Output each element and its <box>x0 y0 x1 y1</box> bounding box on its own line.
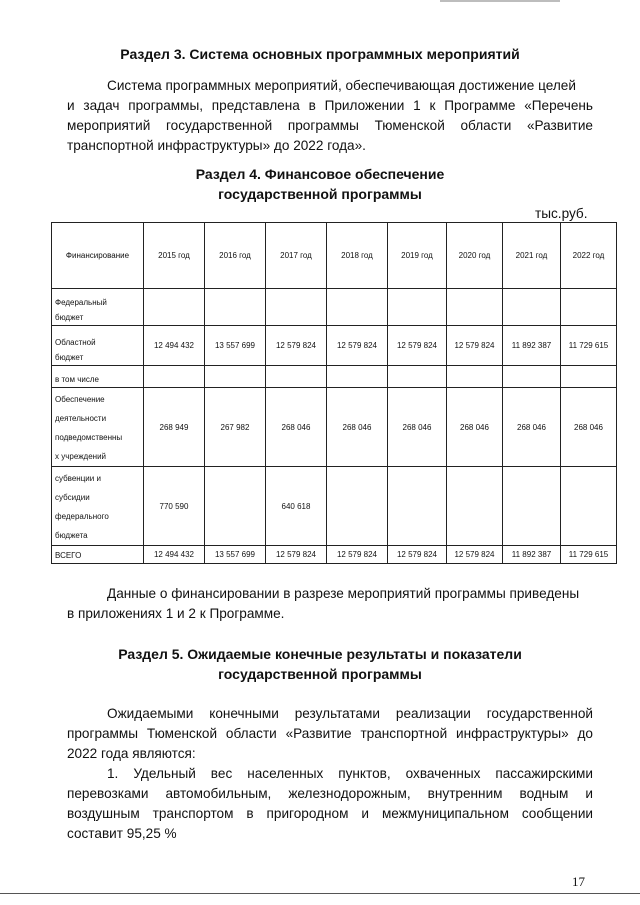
text-line: перевозками автомобильным, железнодорожным, внутренним водным и <box>67 786 593 801</box>
table-row <box>52 388 617 467</box>
table-cell: 267 982 <box>205 388 266 467</box>
row-label-line: бюджет <box>55 353 84 362</box>
table-cell: 640 618 <box>266 467 327 546</box>
table-cell <box>205 467 266 546</box>
text-line: и задач программы, представлена в Приложении 1 к Программе «Перечень <box>67 98 593 113</box>
table-header-row <box>52 223 617 289</box>
table-header-cell: 2015 год <box>144 223 205 289</box>
row-label <box>52 546 144 564</box>
table-cell <box>503 366 561 388</box>
section-5-heading-line2: государственной программы <box>218 666 422 682</box>
text-line: в приложениях 1 и 2 к Программе. <box>67 606 285 621</box>
table-cell <box>388 366 447 388</box>
table-cell: 268 046 <box>503 388 561 467</box>
table-cell: 770 590 <box>144 467 205 546</box>
table-cell <box>388 467 447 546</box>
row-label-line: федерального <box>55 512 109 521</box>
table-row <box>52 289 617 326</box>
row-label <box>52 467 144 546</box>
text-line: 1. Удельный вес населенных пунктов, охваченных пассажирскими <box>107 766 593 781</box>
table-cell <box>503 289 561 326</box>
row-label <box>52 388 144 467</box>
row-label-line: Обеспечение <box>55 395 105 404</box>
scan-artifact <box>440 0 560 2</box>
table-header-cell: 2018 год <box>327 223 388 289</box>
table-cell: 12 579 824 <box>266 546 327 564</box>
table-cell <box>266 289 327 326</box>
table-row <box>52 467 617 546</box>
table-cell: 11 729 615 <box>561 546 617 564</box>
table-cell <box>266 366 327 388</box>
table-cell: 268 949 <box>144 388 205 467</box>
text-line: Система программных мероприятий, обеспечивающая достижение целей <box>107 78 576 93</box>
row-label <box>52 326 144 366</box>
page-number: 17 <box>572 874 585 889</box>
table-cell <box>561 467 617 546</box>
row-label-line: бюджета <box>55 531 88 540</box>
table-cell <box>144 289 205 326</box>
table-cell <box>327 467 388 546</box>
financing-table <box>51 222 617 564</box>
table-header-cell: 2021 год <box>503 223 561 289</box>
section-5-heading <box>0 644 640 684</box>
table-cell: 12 579 824 <box>388 326 447 366</box>
row-label-line: подведомственны <box>55 433 123 442</box>
row-label-line: ВСЕГО <box>55 551 82 560</box>
table-cell: 11 729 615 <box>561 326 617 366</box>
section-4-heading-line1: Раздел 4. Финансовое обеспечение <box>195 166 445 182</box>
row-label-line: субсидии <box>55 493 90 502</box>
table-cell: 268 046 <box>266 388 327 467</box>
table-cell <box>503 467 561 546</box>
text-line: Данные о финансировании в разрезе мероприятий программы приведены <box>107 586 580 601</box>
table-cell: 12 579 824 <box>388 546 447 564</box>
table-cell <box>327 366 388 388</box>
table-cell <box>447 289 503 326</box>
table-cell: 268 046 <box>447 388 503 467</box>
table-row <box>52 366 617 388</box>
table-cell: 12 579 824 <box>447 326 503 366</box>
row-label-line: бюджет <box>55 313 84 322</box>
section-4-heading-line2: государственной программы <box>218 186 422 202</box>
financing-note-paragraph <box>67 584 593 624</box>
table-cell: 11 892 387 <box>503 546 561 564</box>
text-line: мероприятий государственной программы Тюменской области «Развитие <box>67 118 593 133</box>
table-header-cell: 2016 год <box>205 223 266 289</box>
row-label <box>52 289 144 326</box>
table-cell <box>327 289 388 326</box>
table-cell: 12 579 824 <box>327 546 388 564</box>
table-cell: 12 579 824 <box>447 546 503 564</box>
row-label-line: Федеральный <box>55 298 107 307</box>
table-cell: 268 046 <box>561 388 617 467</box>
table-cell: 268 046 <box>388 388 447 467</box>
result-item-1 <box>67 764 593 844</box>
row-label-line: х учреждений <box>55 452 107 461</box>
table-header-cell: 2017 год <box>266 223 327 289</box>
text-line: 2022 года являются: <box>67 746 196 761</box>
table-cell <box>561 366 617 388</box>
table-cell <box>144 366 205 388</box>
section-5-heading-line1: Раздел 5. Ожидаемые конечные результаты и показатели <box>118 646 522 662</box>
table-cell <box>447 366 503 388</box>
table-header-cell: 2019 год <box>388 223 447 289</box>
table-cell: 12 579 824 <box>327 326 388 366</box>
row-label-line: субвенции и <box>55 474 101 483</box>
text-line: составит 95,25 % <box>67 826 177 841</box>
table-row <box>52 326 617 366</box>
section-3-paragraph <box>67 76 593 156</box>
section-3-heading: Раздел 3. Система основных программных мероприятий <box>120 46 520 62</box>
text-line: Ожидаемыми конечными результатами реализации государственной <box>107 706 593 721</box>
table-header-cell: 2022 год <box>561 223 617 289</box>
text-line: транспортной инфраструктуры» до 2022 года». <box>67 138 366 153</box>
section-5-paragraph <box>67 704 593 764</box>
table-cell <box>205 366 266 388</box>
table-cell: 13 557 699 <box>205 546 266 564</box>
table-cell: 11 892 387 <box>503 326 561 366</box>
table-row-total <box>52 546 617 564</box>
unit-label: тыс.руб. <box>535 206 588 221</box>
row-label-line: Областной <box>55 338 96 347</box>
table-cell: 12 579 824 <box>266 326 327 366</box>
section-4-heading <box>0 164 640 204</box>
row-label-line: деятельности <box>55 414 107 423</box>
table-cell: 12 494 432 <box>144 326 205 366</box>
table-cell <box>561 289 617 326</box>
row-label <box>52 366 144 388</box>
table-cell <box>447 467 503 546</box>
table-header-cell: 2020 год <box>447 223 503 289</box>
table-header-cell: Финансирование <box>52 223 144 289</box>
text-line: воздушным транспортом в пригородном и межмуниципальном сообщении <box>67 806 593 821</box>
row-label-line: в том числе <box>55 375 99 384</box>
table-cell <box>388 289 447 326</box>
text-line: программы Тюменской области «Развитие транспортной инфраструктуры» до <box>67 726 593 741</box>
table-cell: 13 557 699 <box>205 326 266 366</box>
table-cell <box>205 289 266 326</box>
table-cell: 12 494 432 <box>144 546 205 564</box>
table-cell: 268 046 <box>327 388 388 467</box>
scan-bottom-edge <box>0 893 640 894</box>
